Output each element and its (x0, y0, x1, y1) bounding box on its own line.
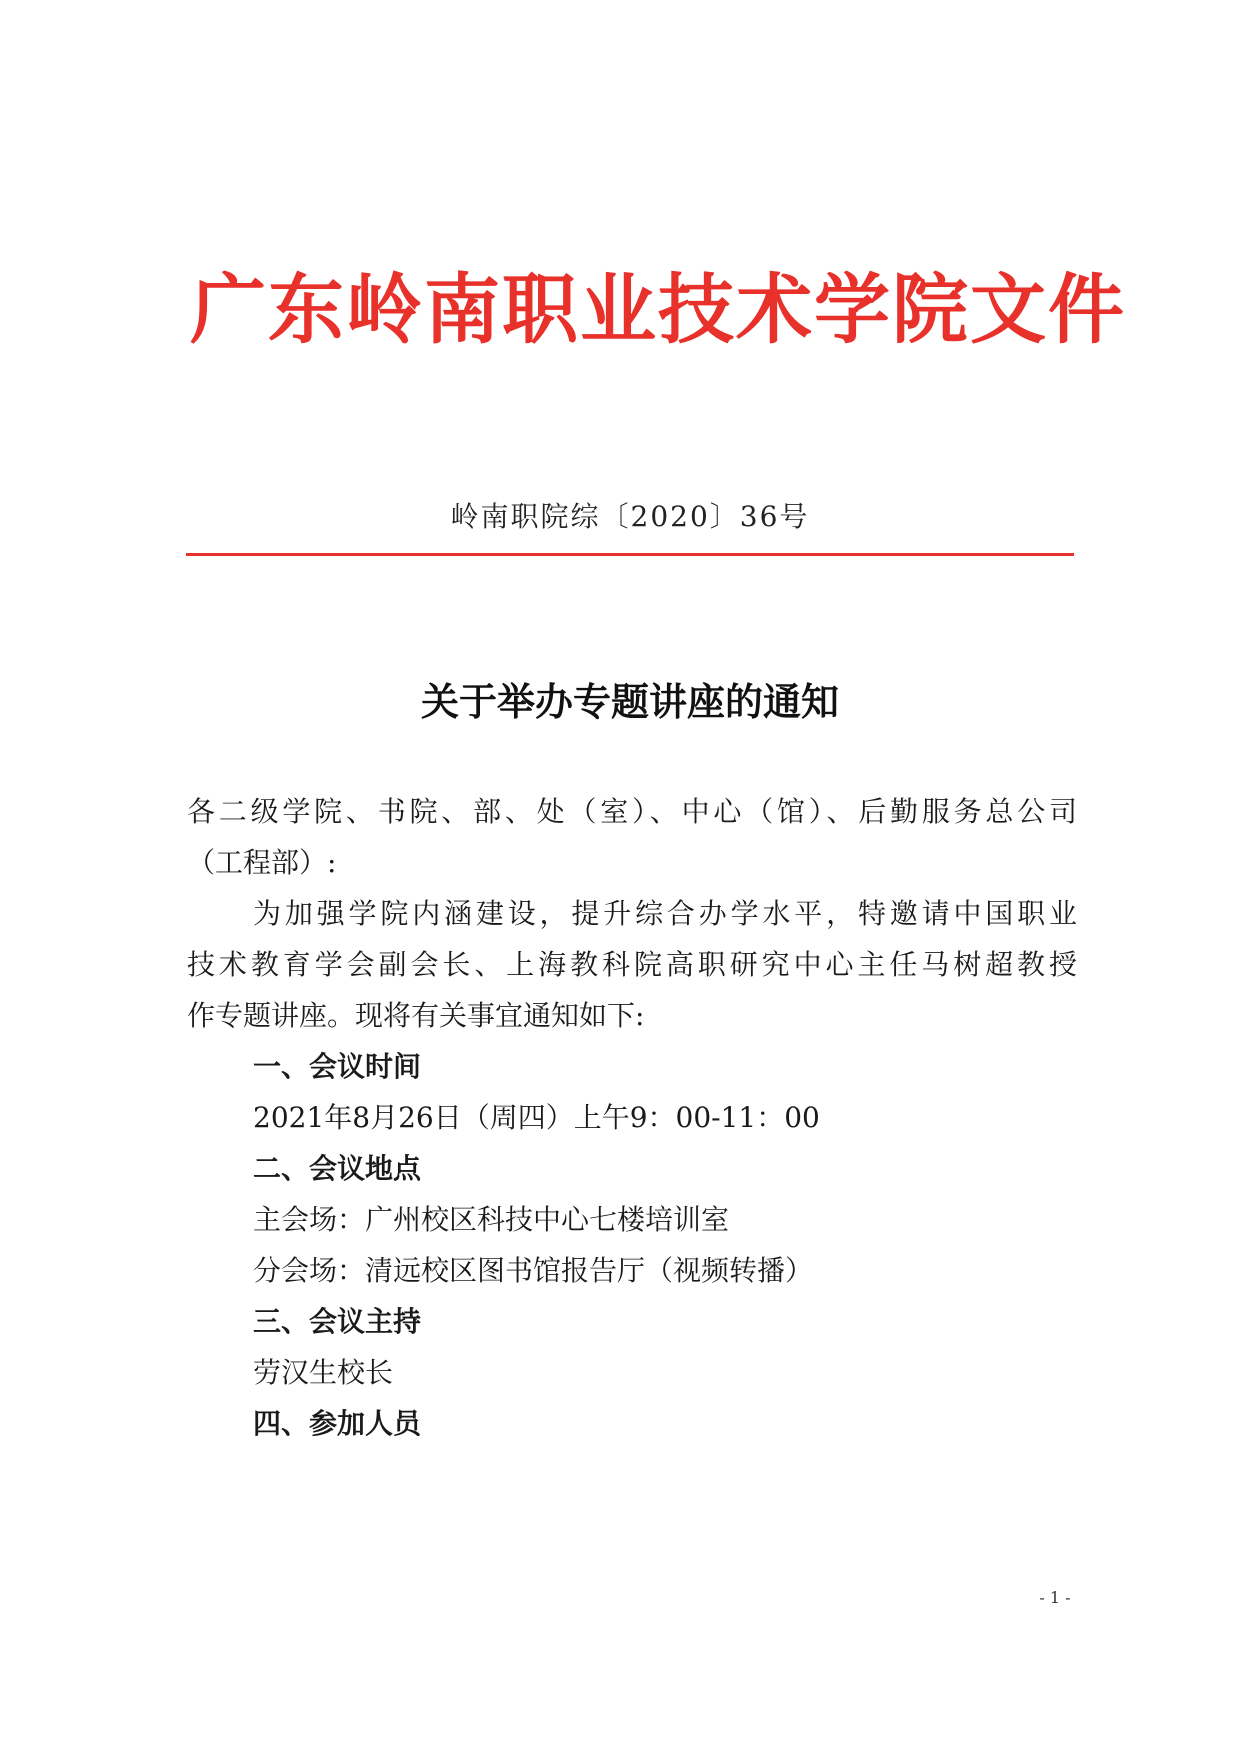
document-number: 岭南职院综〔2020〕36号 (450, 500, 810, 533)
section-heading-attendees: 四、参加人员 (253, 1407, 422, 1440)
meeting-time-text: 2021年8月26日（周四）上午9：00-11：00 (253, 1101, 820, 1134)
notice-title: 关于举办专题讲座的通知 (420, 680, 839, 724)
addressee-line-2: （工程部）: (187, 846, 337, 879)
section-heading-time: 一、会议时间 (253, 1050, 422, 1083)
addressee-line-1: 各二级学院、书院、部、处（室）、中心（馆）、后勤服务总公司 (187, 795, 1077, 828)
host-name-text: 劳汉生校长 (253, 1356, 394, 1389)
branch-venue-text: 分会场：清远校区图书馆报告厅（视频转播） (253, 1254, 814, 1287)
intro-paragraph-line-2: 技术教育学会副会长、上海教科院高职研究中心主任马树超教授 (187, 948, 1077, 981)
intro-paragraph-line-1: 为加强学院内涵建设，提升综合办学水平，特邀请中国职业 (253, 897, 1077, 930)
section-heading-location: 二、会议地点 (253, 1152, 422, 1185)
page-number: - 1 - (1039, 1588, 1071, 1607)
issuer-masthead: 广东岭南职业技术学院文件 (190, 265, 1126, 354)
intro-paragraph-line-3: 作专题讲座。现将有关事宜通知如下: (187, 999, 645, 1032)
section-heading-host: 三、会议主持 (253, 1305, 422, 1338)
main-venue-text: 主会场：广州校区科技中心七楼培训室 (253, 1203, 730, 1236)
red-divider-line (186, 553, 1074, 556)
